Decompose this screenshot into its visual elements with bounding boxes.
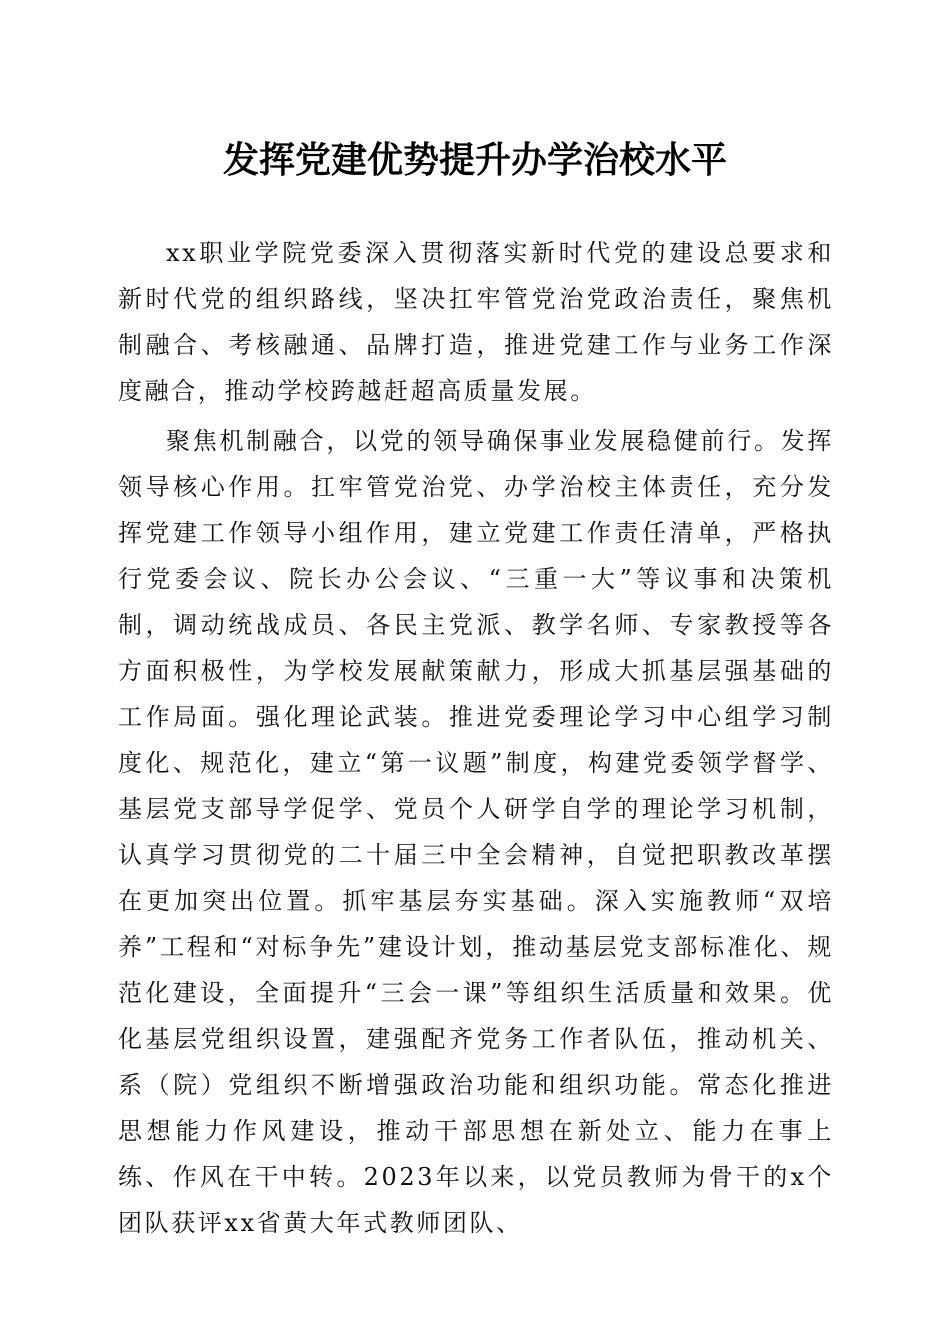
paragraph-intro: xx职业学院党委深入贯彻落实新时代党的建设总要求和新时代党的组织路线，坚决扛牢管党治党政治责任，聚焦机制融合、考核融通、品牌打造，推进党建工作与业务工作深度融合，推动学校跨越赶超高质量发展。	[118, 239, 834, 405]
document-title: 发挥党建优势提升办学治校水平	[222, 139, 727, 181]
paragraph-mechanism-integration: 聚焦机制融合，以党的领导确保事业发展稳健前行。发挥领导核心作用。扛牢管党治党、办学治校主体责任，充分发挥党建工作领导小组作用，建立党建工作责任清单，严格执行党委会议、院长办公会议、“三重一大”等议事和决策机制，调动统战成员、各民主党派、教学名师、专家教授等各方面积极性，为学校发展献策献力，形成大抓基层强基础的工作局面。强化理论武装。推进党委理论学习中心组学习制度化、规范化，建立“第一议题”制度，构建党委领学督学、基层党支部导学促学、党员个人研学自学的理论学习机制，认真学习贯彻党的二十届三中全会精神，自觉把职教改革摆在更加突出位置。抓牢基层夯实基础。深入实施教师“双培养”工程和“对标争先”建设计划，推动基层党支部标准化、规范化建设，全面提升“三会一课”等组织生活质量和效果。优化基层党组织设置，建强配齐党务工作者队伍，推动机关、系（院）党组织不断增强政治功能和组织功能。常态化推进思想能力作风建设，推动干部思想在新处立、能力在事上练、作风在干中转。2023年以来，以党员教师为骨干的x个团队获评xx省黄大年式教师团队、	[118, 427, 834, 1237]
document-body	[118, 230, 834, 1246]
